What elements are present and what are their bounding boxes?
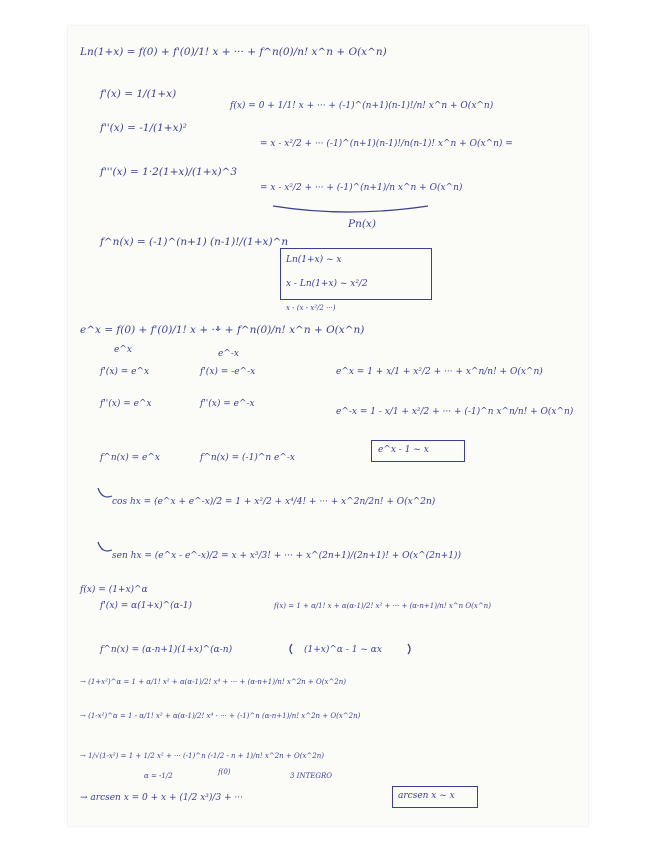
exp-box-label: e^x - 1 ~ x — [378, 445, 429, 455]
exp-row1-c: e^x = 1 + x/1 + x²/2 + ··· + x^n/n! + O(x^n) — [336, 367, 543, 377]
ln-box-line-3: x - (x - x²/2 ···) — [286, 304, 336, 312]
arcsen-line: → arcsen x = 0 + x + (1/2 x³)/3 + ··· — [80, 793, 244, 803]
senh-line: sen hx = (e^x - e^-x)/2 = x + x³/3! + ··· + x^(2n+1)/(2n+1)! + O(x^(2n+1)) — [112, 551, 461, 561]
exp-row3-a: f^n(x) = e^x — [100, 453, 160, 463]
pn-underbrace — [273, 206, 428, 212]
arcsen-box-label: arcsen x ~ x — [398, 791, 455, 801]
exp-main-line: e^x = f(0) + f'(0)/1! x + ··· + f^n(0)/n! x^n + O(x^n) — [80, 324, 365, 336]
handwriting-marks — [68, 26, 588, 826]
ln-series-2: = x - x²/2 + ··· (-1)^(n+1)(n-1)!/n(n-1)! x^n + O(x^n) = — [260, 139, 513, 149]
exp-row2-c: e^-x = 1 - x/1 + x²/2 + ··· + (-1)^n x^n/n! + O(x^n) — [336, 407, 574, 417]
ln-box-line-2: x - Ln(1+x) ~ x²/2 — [286, 279, 368, 289]
binom-line-2: → (1-x²)^α = 1 - α/1! x² + α(α-1)/2! x⁴ - ··· + (-1)^n (α-n+1)/n! x^2n + O(x^2n) — [80, 712, 361, 720]
alpha-note: α = -1/2 — [144, 772, 173, 780]
exp-row1-a: f'(x) = e^x — [100, 367, 150, 377]
cosh-line: cos hx = (e^x + e^-x)/2 = 1 + x²/2 + x⁴/4! + ··· + x^2n/2n! + O(x^2n) — [112, 497, 436, 507]
binom-equivalence: (1+x)^α - 1 ~ αx — [304, 645, 382, 655]
ln-derivative-1: f'(x) = 1/(1+x) — [100, 88, 177, 100]
notebook-page — [68, 26, 588, 826]
exp-row3-b: f^n(x) = (-1)^n e^-x — [200, 453, 296, 463]
ln-derivative-n: f^n(x) = (-1)^(n+1) (n-1)!/(1+x)^n — [100, 236, 289, 248]
binom-main: f(x) = (1+x)^α — [80, 585, 148, 595]
exp-row1-b: f'(x) = -e^-x — [200, 367, 256, 377]
ln-box-line-1: Ln(1+x) ~ x — [286, 255, 342, 265]
binom-line-1: → (1+x²)^α = 1 + α/1! x² + α(α-1)/2! x⁴ + ··· + (α-n+1)/n! x^2n + O(x^2n) — [80, 678, 346, 686]
ln-derivative-3: f'''(x) = 1·2(1+x)/(1+x)^3 — [100, 166, 238, 178]
ln-main-line: Ln(1+x) = f(0) + f'(0)/1! x + ··· + f^n(0)/n! x^n + O(x^n) — [80, 46, 387, 58]
exp-enx-note: e^-x — [218, 349, 239, 359]
f0-note: f(0) — [218, 768, 231, 776]
ln-series-1: f(x) = 0 + 1/1! x + ··· + (-1)^(n+1)(n-1)!/n! x^n + O(x^n) — [230, 101, 494, 111]
exp-ex-note: e^x — [114, 345, 132, 355]
ln-series-3: = x - x²/2 + ··· + (-1)^(n+1)/n x^n + O(x^n) — [260, 183, 463, 193]
ln-derivative-2: f''(x) = -1/(1+x)² — [100, 122, 187, 134]
binom-line-3: → 1/√(1-x²) = 1 + 1/2 x² + ··· (-1)^n (-1/2 - n + 1)/n! x^2n + O(x^2n) — [80, 752, 324, 760]
binom-derivative-n: f^n(x) = (α-n+1)(1+x)^(α-n) — [100, 645, 233, 655]
exp-row2-b: f''(x) = e^-x — [200, 399, 255, 409]
integro-note: 3 INTEGRO — [290, 772, 332, 780]
binom-series: f(x) = 1 + α/1! x + α(α-1)/2! x² + ··· + (α-n+1)/n! x^n O(x^n) — [274, 602, 491, 610]
ln-pn-label: Pn(x) — [348, 218, 376, 230]
exp-row2-a: f''(x) = e^x — [100, 399, 152, 409]
senh-bracket-mark — [98, 542, 112, 551]
cosh-bracket-mark — [98, 488, 112, 497]
binom-derivative-1: f'(x) = α(1+x)^(α-1) — [100, 601, 193, 611]
